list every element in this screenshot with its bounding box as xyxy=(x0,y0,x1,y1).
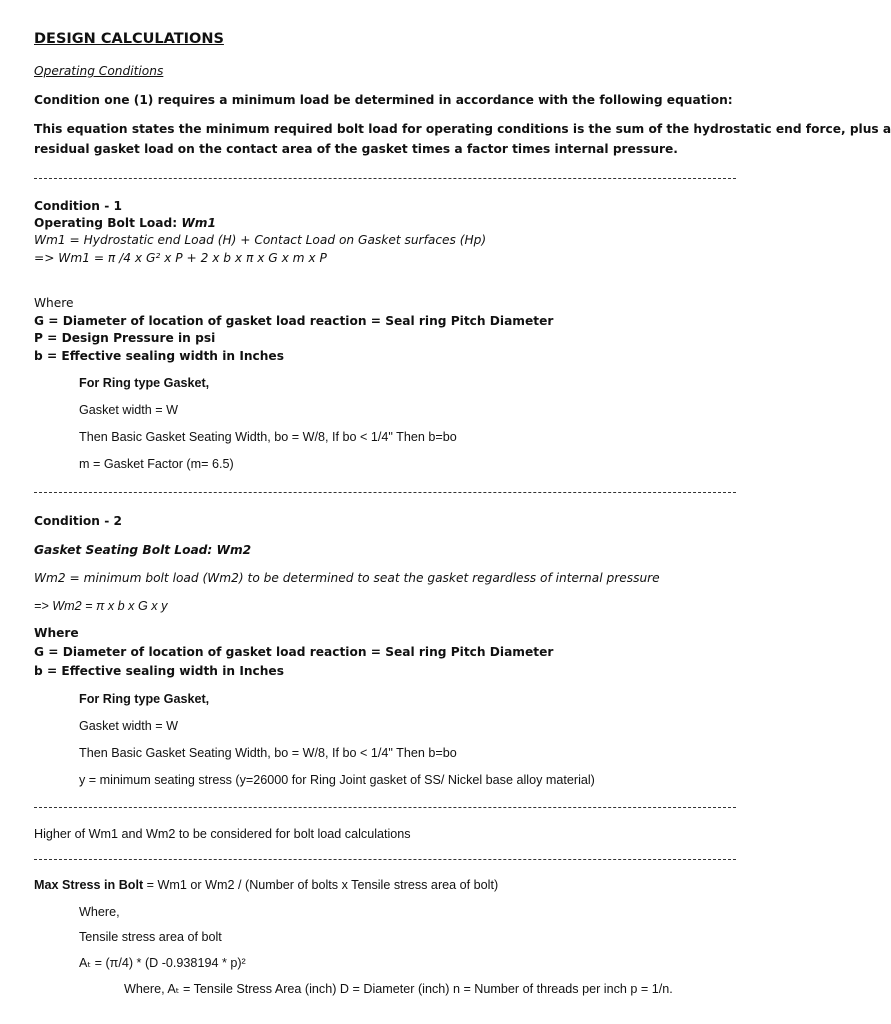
intro-paragraph-2-line-2: residual gasket load on the contact area of the gasket times a factor times internal pressure. xyxy=(34,142,678,156)
intro-paragraph-2-line-1: This equation states the minimum required bolt load for operating conditions is the sum of the hydrostatic end force, plus a xyxy=(34,122,891,136)
gasket-seating-bolt-load-heading: Gasket Seating Bolt Load: Wm2 xyxy=(34,543,252,557)
condition-2-heading: Condition - 2 xyxy=(34,514,122,528)
where-label-1: Where xyxy=(34,296,74,310)
wm2-description: Wm2 = minimum bolt load (Wm2) to be determined to seat the gasket regardless of internal pressure xyxy=(34,571,660,585)
definition-p: P = Design Pressure in psi xyxy=(34,331,216,345)
operating-conditions-heading: Operating Conditions xyxy=(34,64,164,78)
dashed-divider xyxy=(34,492,736,493)
where-label-3: Where, xyxy=(79,905,120,919)
dashed-divider xyxy=(34,178,736,179)
max-stress-line xyxy=(34,878,498,892)
tensile-area-formula: Aₜ = (π/4) * (D -0.938194 * p)² xyxy=(79,956,246,970)
dashed-divider xyxy=(34,807,736,808)
page-title: DESIGN CALCULATIONS xyxy=(34,31,224,47)
wm1-formula: => Wm1 = π /4 x G² x P + 2 x b x π x G x m x P xyxy=(34,251,327,265)
max-stress-formula: = Wm1 or Wm2 / (Number of bolts x Tensile stress area of bolt) xyxy=(143,878,499,892)
tensile-area-definitions: Where, Aₜ = Tensile Stress Area (inch) D = Diameter (inch) n = Number of threads per inch p = 1/n. xyxy=(124,982,673,996)
definition-g-2: G = Diameter of location of gasket load reaction = Seal ring Pitch Diameter xyxy=(34,645,554,659)
wm2-formula: => Wm2 = π x b x G x y xyxy=(34,599,168,613)
condition-1-heading: Condition - 1 xyxy=(34,199,122,213)
wm1-equation: Wm1 = Hydrostatic end Load (H) + Contact Load on Gasket surfaces (Hp) xyxy=(34,233,487,247)
operating-bolt-load-label: Operating Bolt Load: xyxy=(34,216,182,230)
operating-bolt-load-heading xyxy=(34,216,216,230)
basic-seating-width-1: Then Basic Gasket Seating Width, bo = W/8, If bo < 1/4" Then b=bo xyxy=(79,430,457,444)
dashed-divider xyxy=(34,859,736,860)
gasket-factor: m = Gasket Factor (m= 6.5) xyxy=(79,457,234,471)
gasket-width-2: Gasket width = W xyxy=(79,719,179,733)
definition-g-1: G = Diameter of location of gasket load reaction = Seal ring Pitch Diameter xyxy=(34,314,554,328)
higher-of-note: Higher of Wm1 and Wm2 to be considered for bolt load calculations xyxy=(34,827,411,841)
basic-seating-width-2: Then Basic Gasket Seating Width, bo = W/8, If bo < 1/4" Then b=bo xyxy=(79,746,457,760)
where-label-2: Where xyxy=(34,626,79,640)
definition-b-1: b = Effective sealing width in Inches xyxy=(34,349,284,363)
tensile-stress-area-label: Tensile stress area of bolt xyxy=(79,930,222,944)
ring-type-gasket-1: For Ring type Gasket, xyxy=(79,376,210,390)
gasket-width-1: Gasket width = W xyxy=(79,403,179,417)
definition-b-2: b = Effective sealing width in Inches xyxy=(34,664,284,678)
operating-bolt-load-var: Wm1 xyxy=(181,216,216,230)
minimum-seating-stress: y = minimum seating stress (y=26000 for Ring Joint gasket of SS/ Nickel base alloy material) xyxy=(79,773,595,787)
ring-type-gasket-2: For Ring type Gasket, xyxy=(79,692,210,706)
max-stress-label: Max Stress in Bolt xyxy=(34,878,144,892)
intro-paragraph-1: Condition one (1) requires a minimum load be determined in accordance with the following equation: xyxy=(34,93,733,107)
